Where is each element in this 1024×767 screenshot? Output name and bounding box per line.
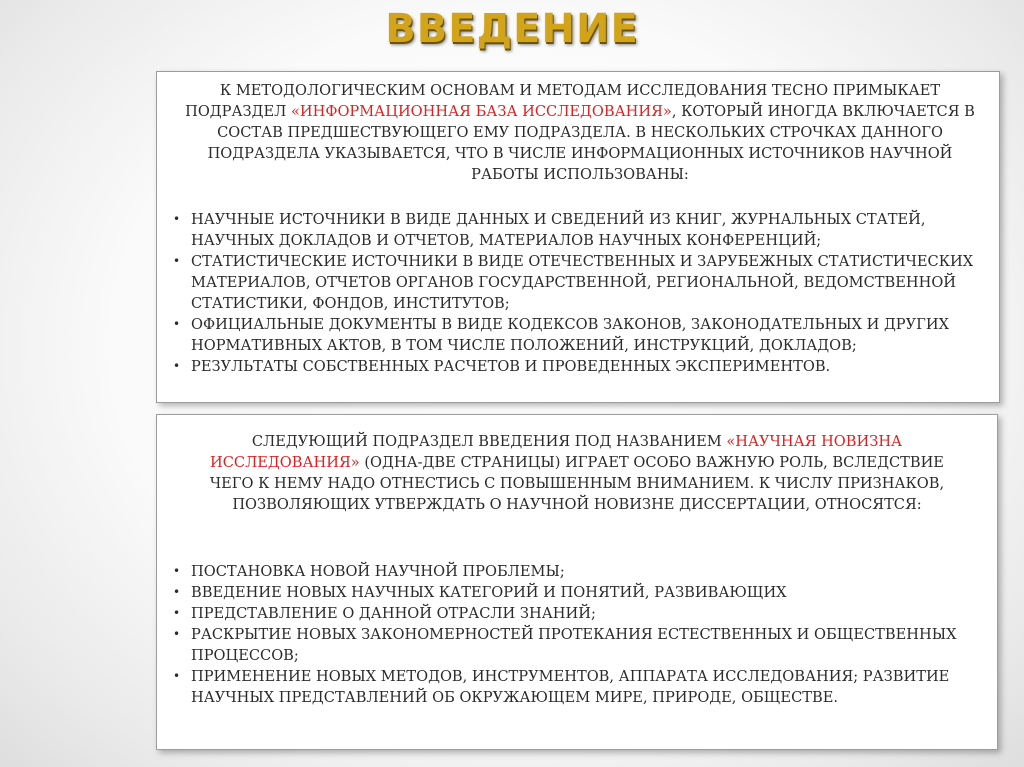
slide-title: ВВЕДЕНИЕ xyxy=(385,6,639,52)
list-item: • СТАТИСТИЧЕСКИЕ ИСТОЧНИКИ В ВИДЕ ОТЕЧЕСТВЕННЫХ И ЗАРУБЕЖНЫХ СТАТИСТИЧЕСКИХ МАТЕРИАЛОВ, ОТЧЕТОВ ОРГАНОВ ГОСУДАРСТВЕННОЙ, РЕГИОНАЛЬНОЙ, ВЕДОМСТВЕННОЙ СТАТИСТИКИ, ФОНДОВ, ИНСТИТУТОВ; xyxy=(171,251,981,314)
information-base-intro xyxy=(185,80,975,185)
intro-text-start: СЛЕДУЮЩИЙ ПОДРАЗДЕЛ ВВЕДЕНИЯ ПОД НАЗВАНИЕМ xyxy=(251,433,727,450)
information-base-panel xyxy=(156,71,1000,403)
list-item: • ПРЕДСТАВЛЕНИЕ О ДАННОЙ ОТРАСЛИ ЗНАНИЙ; xyxy=(171,603,971,624)
intro-text-end: (ОДНА-ДВЕ СТРАНИЦЫ) ИГРАЕТ ОСОБО ВАЖНУЮ РОЛЬ, ВСЛЕДСТВИЕ ЧЕГО К НЕМУ НАДО ОТНЕСТИСЬ С ПОВЫШЕННЫМ ВНИМАНИЕМ. К ЧИСЛУ ПРИЗНАКОВ, ПОЗВОЛЯЮЩИХ УТВЕРЖДАТЬ О НАУЧНОЙ НОВИЗНЕ ДИССЕРТАЦИИ, ОТНОСЯТСЯ: xyxy=(209,454,945,513)
list-item: • РАСКРЫТИЕ НОВЫХ ЗАКОНОМЕРНОСТЕЙ ПРОТЕКАНИЯ ЕСТЕСТВЕННЫХ И ОБЩЕСТВЕННЫХ ПРОЦЕССОВ; xyxy=(171,624,971,666)
scientific-novelty-intro xyxy=(187,431,967,515)
list-item: • НАУЧНЫЕ ИСТОЧНИКИ В ВИДЕ ДАННЫХ И СВЕДЕНИЙ ИЗ КНИГ, ЖУРНАЛЬНЫХ СТАТЕЙ, НАУЧНЫХ ДОКЛАДОВ И ОТЧЕТОВ, МАТЕРИАЛОВ НАУЧНЫХ КОНФЕРЕНЦИЙ; xyxy=(171,209,981,251)
list-item: • РЕЗУЛЬТАТЫ СОБСТВЕННЫХ РАСЧЕТОВ И ПРОВЕДЕННЫХ ЭКСПЕРИМЕНТОВ. xyxy=(171,356,981,377)
intro-text-end: , КОТОРЫЙ ИНОГДА ВКЛЮЧАЕТСЯ В СОСТАВ ПРЕДШЕСТВУЮЩЕГО ЕМУ ПОДРАЗДЕЛА. В НЕСКОЛЬКИХ СТРОЧКАХ ДАННОГО ПОДРАЗДЕЛА УКАЗЫВАЕТСЯ, ЧТО В ЧИСЛЕ ИНФОРМАЦИОННЫХ ИСТОЧНИКОВ НАУЧНОЙ РАБОТЫ ИСПОЛЬЗОВАНЫ: xyxy=(207,103,975,183)
scientific-novelty-panel xyxy=(156,414,998,750)
list-item: • ВВЕДЕНИЕ НОВЫХ НАУЧНЫХ КАТЕГОРИЙ И ПОНЯТИЙ, РАЗВИВАЮЩИХ xyxy=(171,582,971,603)
section-name-highlight: «НАУЧНАЯ НОВИЗНА ИССЛЕДОВАНИЯ» xyxy=(210,433,903,471)
section-name-highlight: «ИНФОРМАЦИОННАЯ БАЗА ИССЛЕДОВАНИЯ» xyxy=(290,103,672,120)
intro-text-start: К МЕТОДОЛОГИЧЕСКИМ ОСНОВАМ И МЕТОДАМ ИССЛЕДОВАНИЯ ТЕСНО ПРИМЫКАЕТ ПОДРАЗДЕЛ xyxy=(185,82,941,120)
novelty-criteria-list xyxy=(171,561,971,708)
information-sources-list xyxy=(171,209,981,377)
list-item: • ОФИЦИАЛЬНЫЕ ДОКУМЕНТЫ В ВИДЕ КОДЕКСОВ ЗАКОНОВ, ЗАКОНОДАТЕЛЬНЫХ И ДРУГИХ НОРМАТИВНЫХ АКТОВ, В ТОМ ЧИСЛЕ ПОЛОЖЕНИЙ, ИНСТРУКЦИЙ, ДОКЛАДОВ; xyxy=(171,314,981,356)
list-item: • ПРИМЕНЕНИЕ НОВЫХ МЕТОДОВ, ИНСТРУМЕНТОВ, АППАРАТА ИССЛЕДОВАНИЯ; РАЗВИТИЕ НАУЧНЫХ ПРЕДСТАВЛЕНИЙ ОБ ОКРУЖАЮЩЕМ МИРЕ, ПРИРОДЕ, ОБЩЕСТВЕ. xyxy=(171,666,971,708)
list-item: • ПОСТАНОВКА НОВОЙ НАУЧНОЙ ПРОБЛЕМЫ; xyxy=(171,561,971,582)
